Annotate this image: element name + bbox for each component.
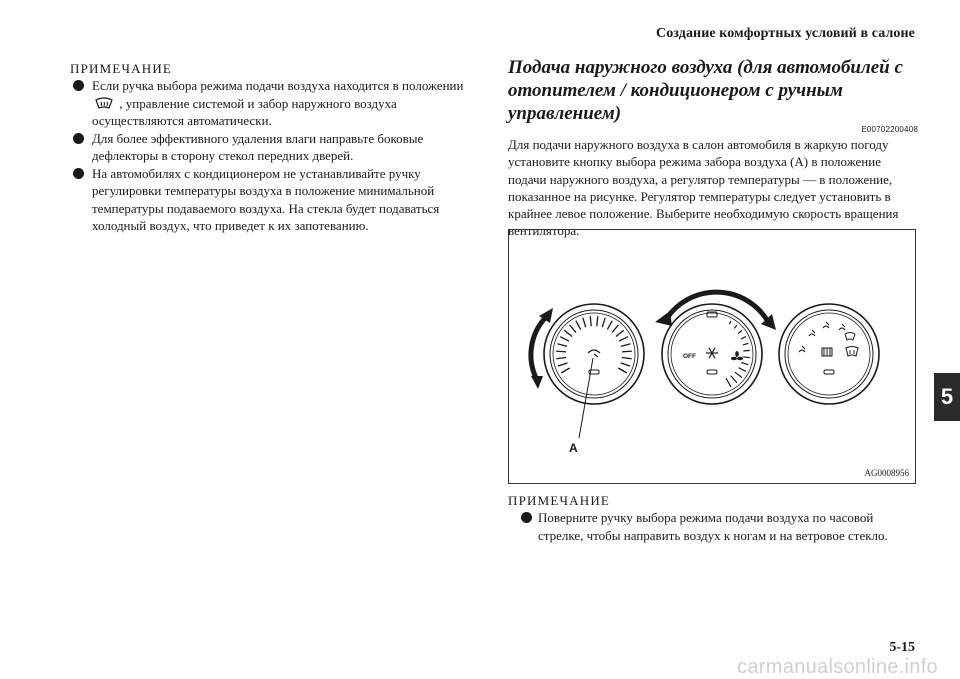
- note-text: , управление системой и забор наружного воздуха осуществляются автоматически.: [92, 95, 397, 128]
- note-text: Поверните ручку выбора режима подачи воздуха по часовой стрелке, чтобы направить воздух к ногам и на ветровое стекло.: [538, 510, 888, 543]
- fan-knob: [662, 304, 762, 404]
- note-text: На автомобилях с кондиционером не устанавливайте ручку регулировки температуры воздуха в положение минимальной температуры подаваемого воздуха. На стекла будет подаваться холодный воздух, что приведет к их запотеванию.: [92, 165, 440, 233]
- callout-a-label: A: [569, 441, 578, 455]
- bullet-icon: [521, 512, 532, 523]
- note-item: [70, 130, 470, 165]
- body-paragraph: Для подачи наружного воздуха в салон автомобиля в жаркую погоду установите кнопку выбора режима забора воздуха (A) в положение подачи наружного воздуха, а регулятор температуры — в положение, показанное на рисунке. Регулятор температуры следует установить в крайнее левое положение. Выберите необходимую скорость вращения вентилятора.: [508, 137, 899, 239]
- dial-tick: [622, 351, 632, 352]
- control-panel-illustration: [509, 230, 915, 483]
- bullet-icon: [73, 80, 84, 91]
- note-label: ПРИМЕЧАНИЕ: [70, 61, 173, 76]
- header-title: Создание комфортных условий в салоне: [655, 26, 915, 41]
- note-text: Для более эффективного удаления влаги направьте боковые дефлекторы в сторону стекол передних дверей.: [92, 130, 424, 163]
- off-label: OFF: [683, 353, 696, 360]
- right-note: [508, 492, 918, 544]
- right-column: [508, 56, 918, 240]
- document-code: E00702200408: [861, 125, 918, 134]
- dial-tick: [743, 350, 749, 351]
- page-number: 5-15: [889, 640, 915, 655]
- rear-defrost-icon: [822, 348, 832, 356]
- figure-code: AG0008956: [864, 468, 909, 478]
- left-column: [70, 60, 470, 235]
- dial-tick: [743, 357, 750, 358]
- note-item: [70, 165, 470, 235]
- chapter-tab[interactable]: 5: [934, 373, 960, 421]
- note-item: [70, 77, 470, 130]
- note-label: ПРИМЕЧАНИЕ: [508, 493, 611, 508]
- bullet-icon: [73, 133, 84, 144]
- defrost-icon: [94, 97, 114, 111]
- control-panel-figure: [508, 229, 916, 484]
- note-text: Если ручка выбора режима подачи воздуха находится в положении: [92, 78, 464, 93]
- air-mode-knob: [779, 304, 879, 404]
- note-list: [508, 509, 918, 544]
- section-heading: Подача наружного воздуха (для автомобилей с отопителем / кондиционером с ручным управлением): [508, 57, 903, 124]
- bullet-icon: [73, 168, 84, 179]
- watermark[interactable]: carmanualsonline.info: [737, 656, 938, 678]
- dial-tick: [556, 351, 566, 352]
- note-list: [70, 77, 470, 235]
- note-item: [508, 509, 918, 544]
- mode-knob: [544, 304, 644, 404]
